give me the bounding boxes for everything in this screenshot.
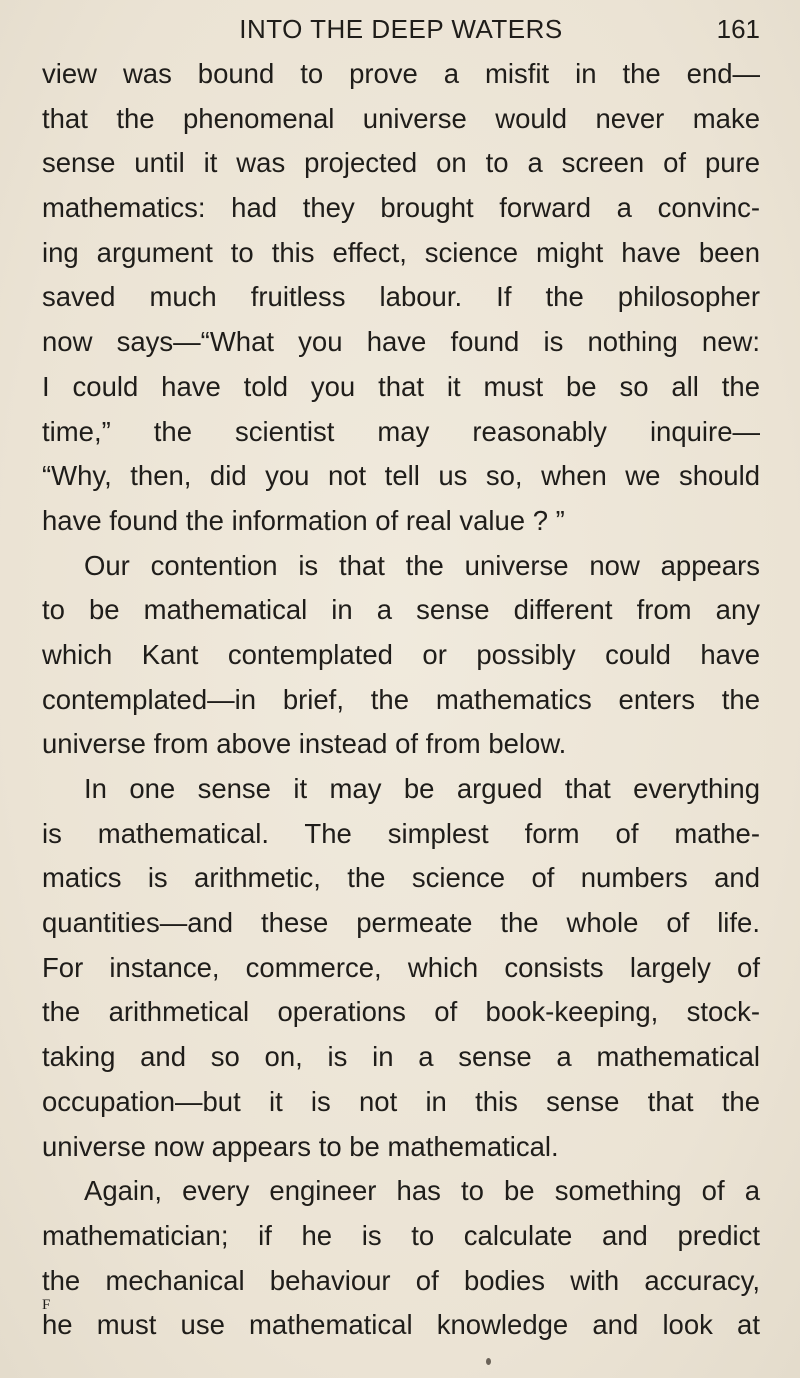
text-line: taking and so on, is in a sense a mathematical xyxy=(42,1041,760,1073)
paragraph-start-line: Again, every engineer has to be something of a xyxy=(84,1175,760,1207)
text-line: that the phenomenal universe would never make xyxy=(42,102,760,134)
text-line: the arithmetical operations of book-keeping, stock- xyxy=(42,996,760,1028)
text-line: contemplated—in brief, the mathematics enters the xyxy=(42,683,760,715)
ink-speck xyxy=(486,1358,491,1365)
text-line: matics is arithmetic, the science of numbers and xyxy=(42,862,760,894)
text-line: saved much fruitless labour. If the philosopher xyxy=(42,281,760,313)
page-number: 161 xyxy=(716,14,760,44)
text-line: which Kant contemplated or possibly could have xyxy=(42,638,760,670)
text-line: he must use mathematical knowledge and look at xyxy=(42,1309,760,1341)
paragraph-end-line: universe from above instead of from below. xyxy=(42,728,567,760)
running-title: INTO THE DEEP WATERS xyxy=(239,14,563,44)
running-head xyxy=(42,12,760,46)
text-line: “Why, then, did you not tell us so, when we should xyxy=(42,460,760,492)
signature-mark: F xyxy=(42,1297,52,1313)
text-line: sense until it was projected on to a screen of pure xyxy=(42,147,760,179)
paragraph-end-line: universe now appears to be mathematical. xyxy=(42,1130,559,1162)
text-line: to be mathematical in a sense different from any xyxy=(42,594,760,626)
text-line: mathematician; if he is to calculate and predict xyxy=(42,1219,760,1251)
paragraph-start-line: In one sense it may be argued that everything xyxy=(84,773,760,804)
text-line: I could have told you that it must be so all the xyxy=(42,370,760,402)
text-line: view was bound to prove a misfit in the end— xyxy=(42,58,760,89)
text-line: time,” the scientist may reasonably inquire— xyxy=(42,415,760,447)
paragraph-start-line: Our contention is that the universe now appears xyxy=(84,549,760,581)
body-text xyxy=(42,52,760,1348)
text-line: occupation—but it is not in this sense that the xyxy=(42,1085,760,1117)
text-line: For instance, commerce, which consists largely of xyxy=(42,951,760,983)
text-line: now says—“What you have found is nothing new: xyxy=(42,326,760,358)
paragraph-end-line: have found the information of real value ? ” xyxy=(42,504,565,536)
text-line: mathematics: had they brought forward a convinc- xyxy=(42,192,760,224)
text-line: ing argument to this effect, science might have been xyxy=(42,236,760,268)
text-line: is mathematical. The simplest form of mathe- xyxy=(42,817,760,849)
text-line: quantities—and these permeate the whole of life. xyxy=(42,907,760,939)
text-line: the mechanical behaviour of bodies with accuracy, xyxy=(42,1264,760,1296)
